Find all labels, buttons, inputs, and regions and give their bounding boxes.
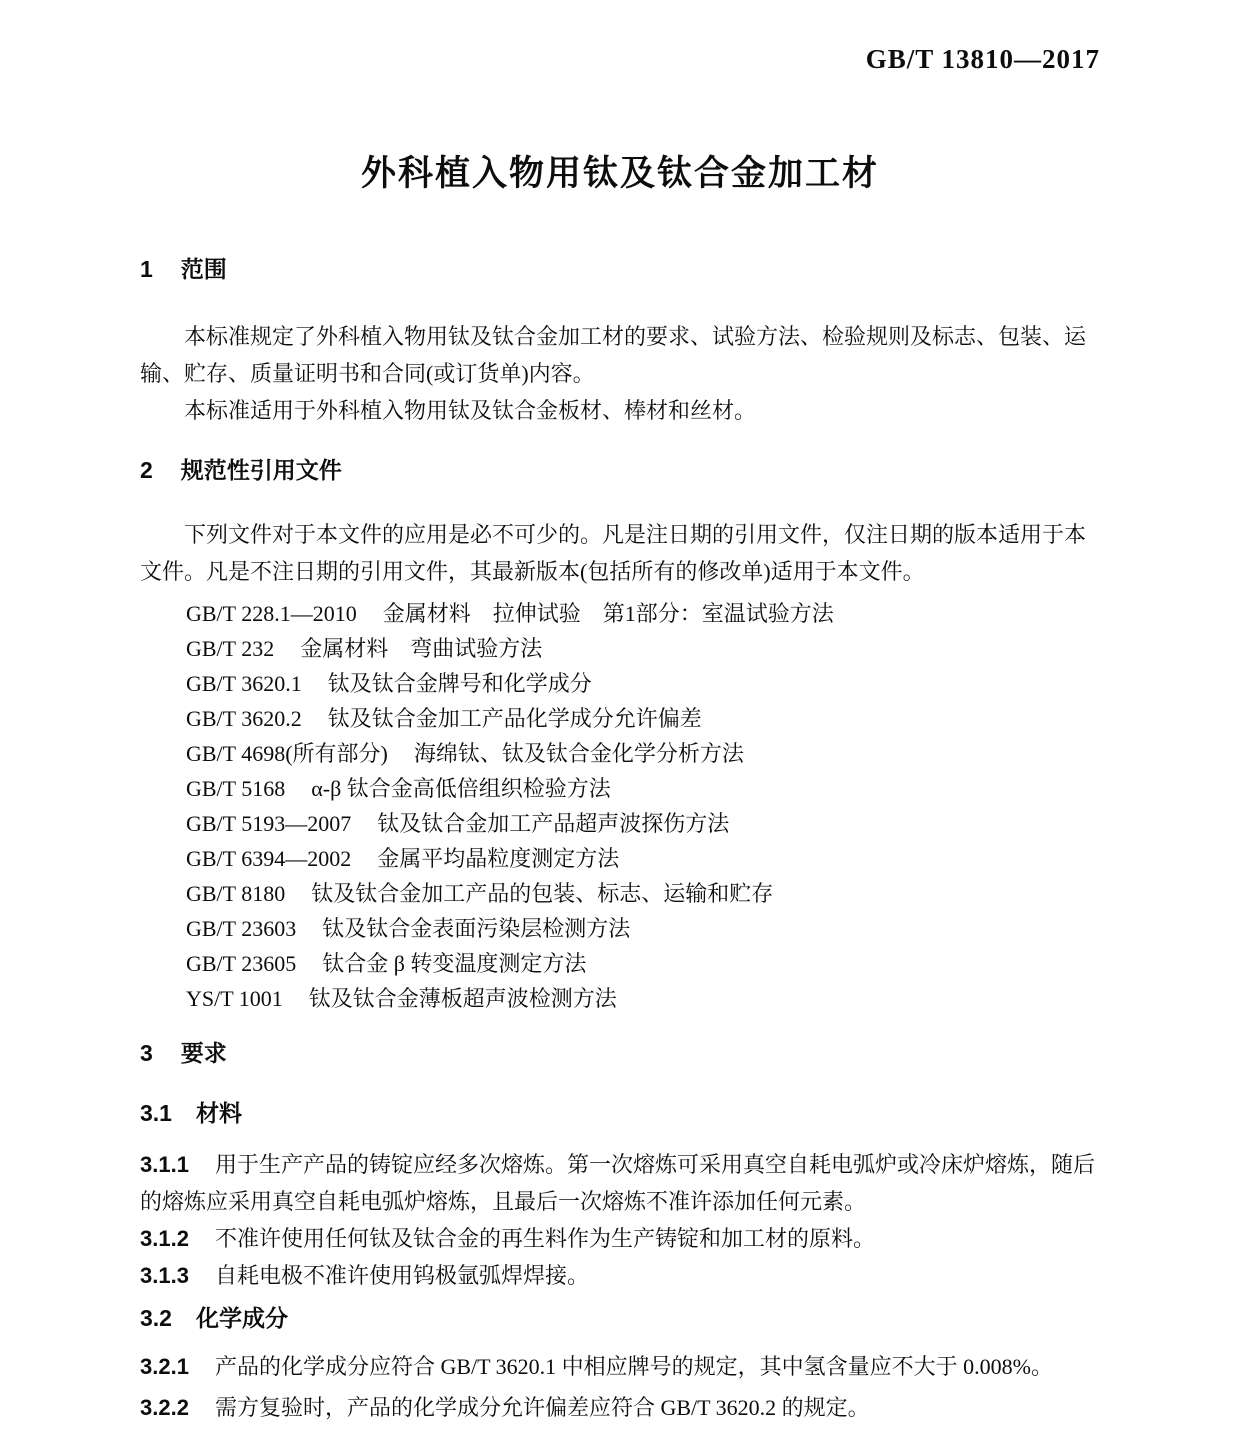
section-number: 1 <box>140 256 153 282</box>
reference-item <box>186 596 1100 631</box>
section-label: 范围 <box>180 256 227 282</box>
reference-title: 金属材料 拉伸试验 第1部分：室温试验方法 <box>382 601 834 626</box>
subsection-number: 3.2 <box>140 1305 172 1331</box>
section-heading-scope <box>140 254 1100 284</box>
subsection-number: 3.1 <box>140 1100 172 1126</box>
section-number: 3 <box>140 1040 153 1066</box>
reference-code: YS/T 1001 <box>186 986 283 1011</box>
clause-number: 3.2.1 <box>140 1354 189 1379</box>
clause-text: 产品的化学成分应符合 GB/T 3620.1 中相应牌号的规定，其中氢含量应不大于 0.008%。 <box>214 1354 1053 1379</box>
reference-title: α-β 钛合金高低倍组织检验方法 <box>311 776 611 801</box>
reference-title: 钛及钛合金加工产品化学成分允许偏差 <box>327 706 702 731</box>
reference-code: GB/T 8180 <box>186 881 286 906</box>
clause-number: 3.1.1 <box>140 1152 189 1177</box>
clause <box>140 1389 1100 1426</box>
reference-code: GB/T 5168 <box>186 776 286 801</box>
reference-item <box>186 876 1100 911</box>
reference-code: GB/T 23605 <box>186 951 297 976</box>
reference-item <box>186 771 1100 806</box>
reference-title: 钛及钛合金表面污染层检测方法 <box>322 916 631 941</box>
reference-title: 金属材料 弯曲试验方法 <box>300 636 543 661</box>
clause <box>140 1348 1100 1385</box>
reference-code: GB/T 3620.1 <box>186 671 302 696</box>
clause-text: 自耗电极不准许使用钨极氩弧焊焊接。 <box>214 1263 589 1288</box>
scope-paragraph-1: 本标准规定了外科植入物用钛及钛合金加工材的要求、试验方法、检验规则及标志、包装、运输、贮存、质量证明书和合同(或订货单)内容。 <box>140 324 1087 386</box>
reference-code: GB/T 3620.2 <box>186 706 302 731</box>
reference-title: 钛及钛合金加工产品超声波探伤方法 <box>377 811 730 836</box>
section-label: 规范性引用文件 <box>180 457 342 483</box>
section-label: 要求 <box>180 1040 227 1066</box>
reference-code: GB/T 4698(所有部分) <box>186 741 388 766</box>
section-number: 2 <box>140 457 153 483</box>
reference-item <box>186 841 1100 876</box>
clause-number: 3.1.2 <box>140 1226 189 1251</box>
document-title: 外科植入物用钛及钛合金加工材 <box>360 154 879 193</box>
reference-item <box>186 631 1100 666</box>
clause-text: 用于生产产品的铸锭应经多次熔炼。第一次熔炼可采用真空自耗电弧炉或冷床炉熔炼，随后的熔炼应采用真空自耗电弧炉熔炼，且最后一次熔炼不准许添加任何元素。 <box>140 1152 1095 1214</box>
reference-code: GB/T 6394—2002 <box>186 846 352 871</box>
subsection-label: 材料 <box>195 1100 242 1126</box>
reference-item <box>186 981 1100 1016</box>
scope-paragraph-2: 本标准适用于外科植入物用钛及钛合金板材、棒材和丝材。 <box>184 398 757 423</box>
reference-item <box>186 946 1100 981</box>
clause <box>140 1220 1100 1257</box>
reference-title: 海绵钛、钛及钛合金化学分析方法 <box>413 741 744 766</box>
subsection-heading-chemistry <box>140 1303 1100 1333</box>
reference-code: GB/T 5193—2007 <box>186 811 352 836</box>
section-heading-requirements <box>140 1038 1100 1068</box>
reference-item <box>186 806 1100 841</box>
clause-text: 不准许使用任何钛及钛合金的再生料作为生产铸锭和加工材的原料。 <box>214 1226 875 1251</box>
clause <box>140 1146 1100 1220</box>
reference-item <box>186 701 1100 736</box>
clause <box>140 1257 1100 1294</box>
reference-item <box>186 736 1100 771</box>
reference-code: GB/T 232 <box>186 636 275 661</box>
reference-code: GB/T 23603 <box>186 916 297 941</box>
reference-item <box>186 666 1100 701</box>
reference-title: 钛及钛合金薄板超声波检测方法 <box>308 986 617 1011</box>
subsection-label: 化学成分 <box>195 1305 288 1331</box>
doc-number: GB/T 13810—2017 <box>865 44 1100 74</box>
section-heading-references <box>140 455 1100 485</box>
clause-number: 3.1.3 <box>140 1263 189 1288</box>
subsection-heading-materials <box>140 1098 1100 1128</box>
clause-number: 3.2.2 <box>140 1395 189 1420</box>
reference-title: 金属平均晶粒度测定方法 <box>377 846 620 871</box>
references-list <box>140 596 1100 1016</box>
reference-title: 钛及钛合金加工产品的包装、标志、运输和贮存 <box>311 881 774 906</box>
reference-code: GB/T 228.1—2010 <box>186 601 357 626</box>
reference-title: 钛合金 β 转变温度测定方法 <box>322 951 587 976</box>
clause-text: 需方复验时，产品的化学成分允许偏差应符合 GB/T 3620.2 的规定。 <box>214 1395 870 1420</box>
references-intro: 下列文件对于本文件的应用是必不可少的。凡是注日期的引用文件，仅注日期的版本适用于本文件。凡是不注日期的引用文件，其最新版本(包括所有的修改单)适用于本文件。 <box>140 522 1087 584</box>
reference-item <box>186 911 1100 946</box>
reference-title: 钛及钛合金牌号和化学成分 <box>327 671 592 696</box>
